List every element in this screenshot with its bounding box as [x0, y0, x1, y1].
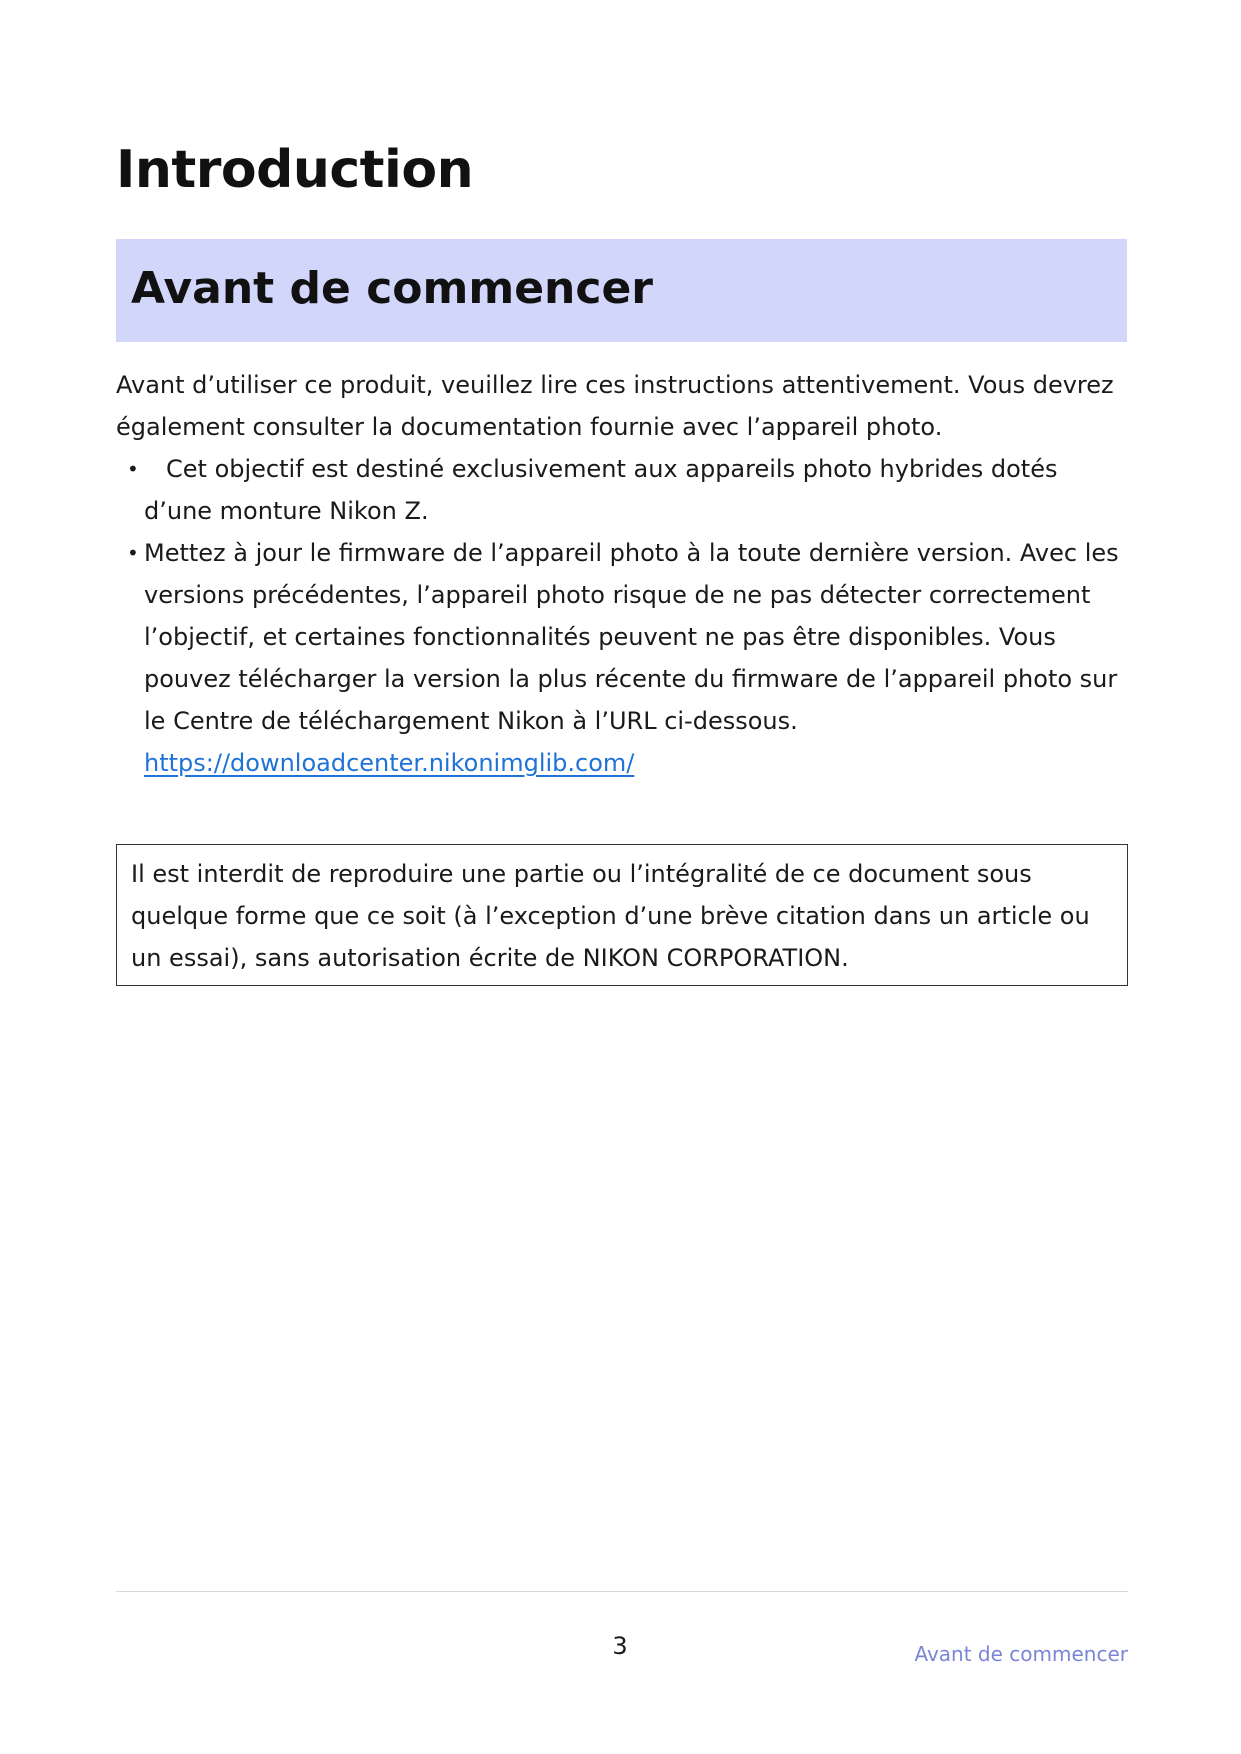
section-title: Avant de commencer: [131, 263, 653, 314]
footer-section-link[interactable]: Avant de commencer: [914, 1642, 1128, 1666]
intro-paragraph: Avant d’utiliser ce produit, veuillez lire ces instructions attentivement. Vous devrez également consulter la documentation fournie avec l’appareil photo.: [116, 371, 1114, 441]
download-center-link[interactable]: https://downloadcenter.nikonimglib.com/: [144, 749, 635, 777]
legal-notice-text: Il est interdit de reproduire une partie ou l’intégralité de ce document sous quelque forme que ce soit (à l’exception d’une brève citation dans un article ou un essai), sans autorisation écrite de NIKON CORPORATION.: [131, 860, 1090, 972]
page-number: 3: [612, 1632, 628, 1660]
page-title: Introduction: [116, 140, 474, 200]
section-header-banner: [116, 239, 1127, 342]
bullet-text: Mettez à jour le firmware de l’appareil photo à la toute dernière version. Avec les versions précédentes, l’appareil photo risque de ne pas détecter correctement l’objectif, et certaines fonctionnalités peuvent ne pas être disponibles. Vous pouvez télécharger la version la plus récente du firmware de l’appareil photo sur le Centre de téléchargement Nikon à l’URL ci-dessous.: [144, 539, 1119, 735]
bullet-icon: •: [127, 541, 139, 565]
legal-notice-box: [116, 844, 1128, 986]
bullet-icon: •: [127, 457, 139, 481]
list-item: [116, 448, 1128, 532]
footer-divider: [116, 1591, 1128, 1592]
bullet-text: Cet objectif est destiné exclusivement aux appareils photo hybrides dotés d’une monture Nikon Z.: [144, 455, 1058, 525]
list-item: [116, 532, 1128, 784]
bullet-list: [116, 448, 1128, 784]
